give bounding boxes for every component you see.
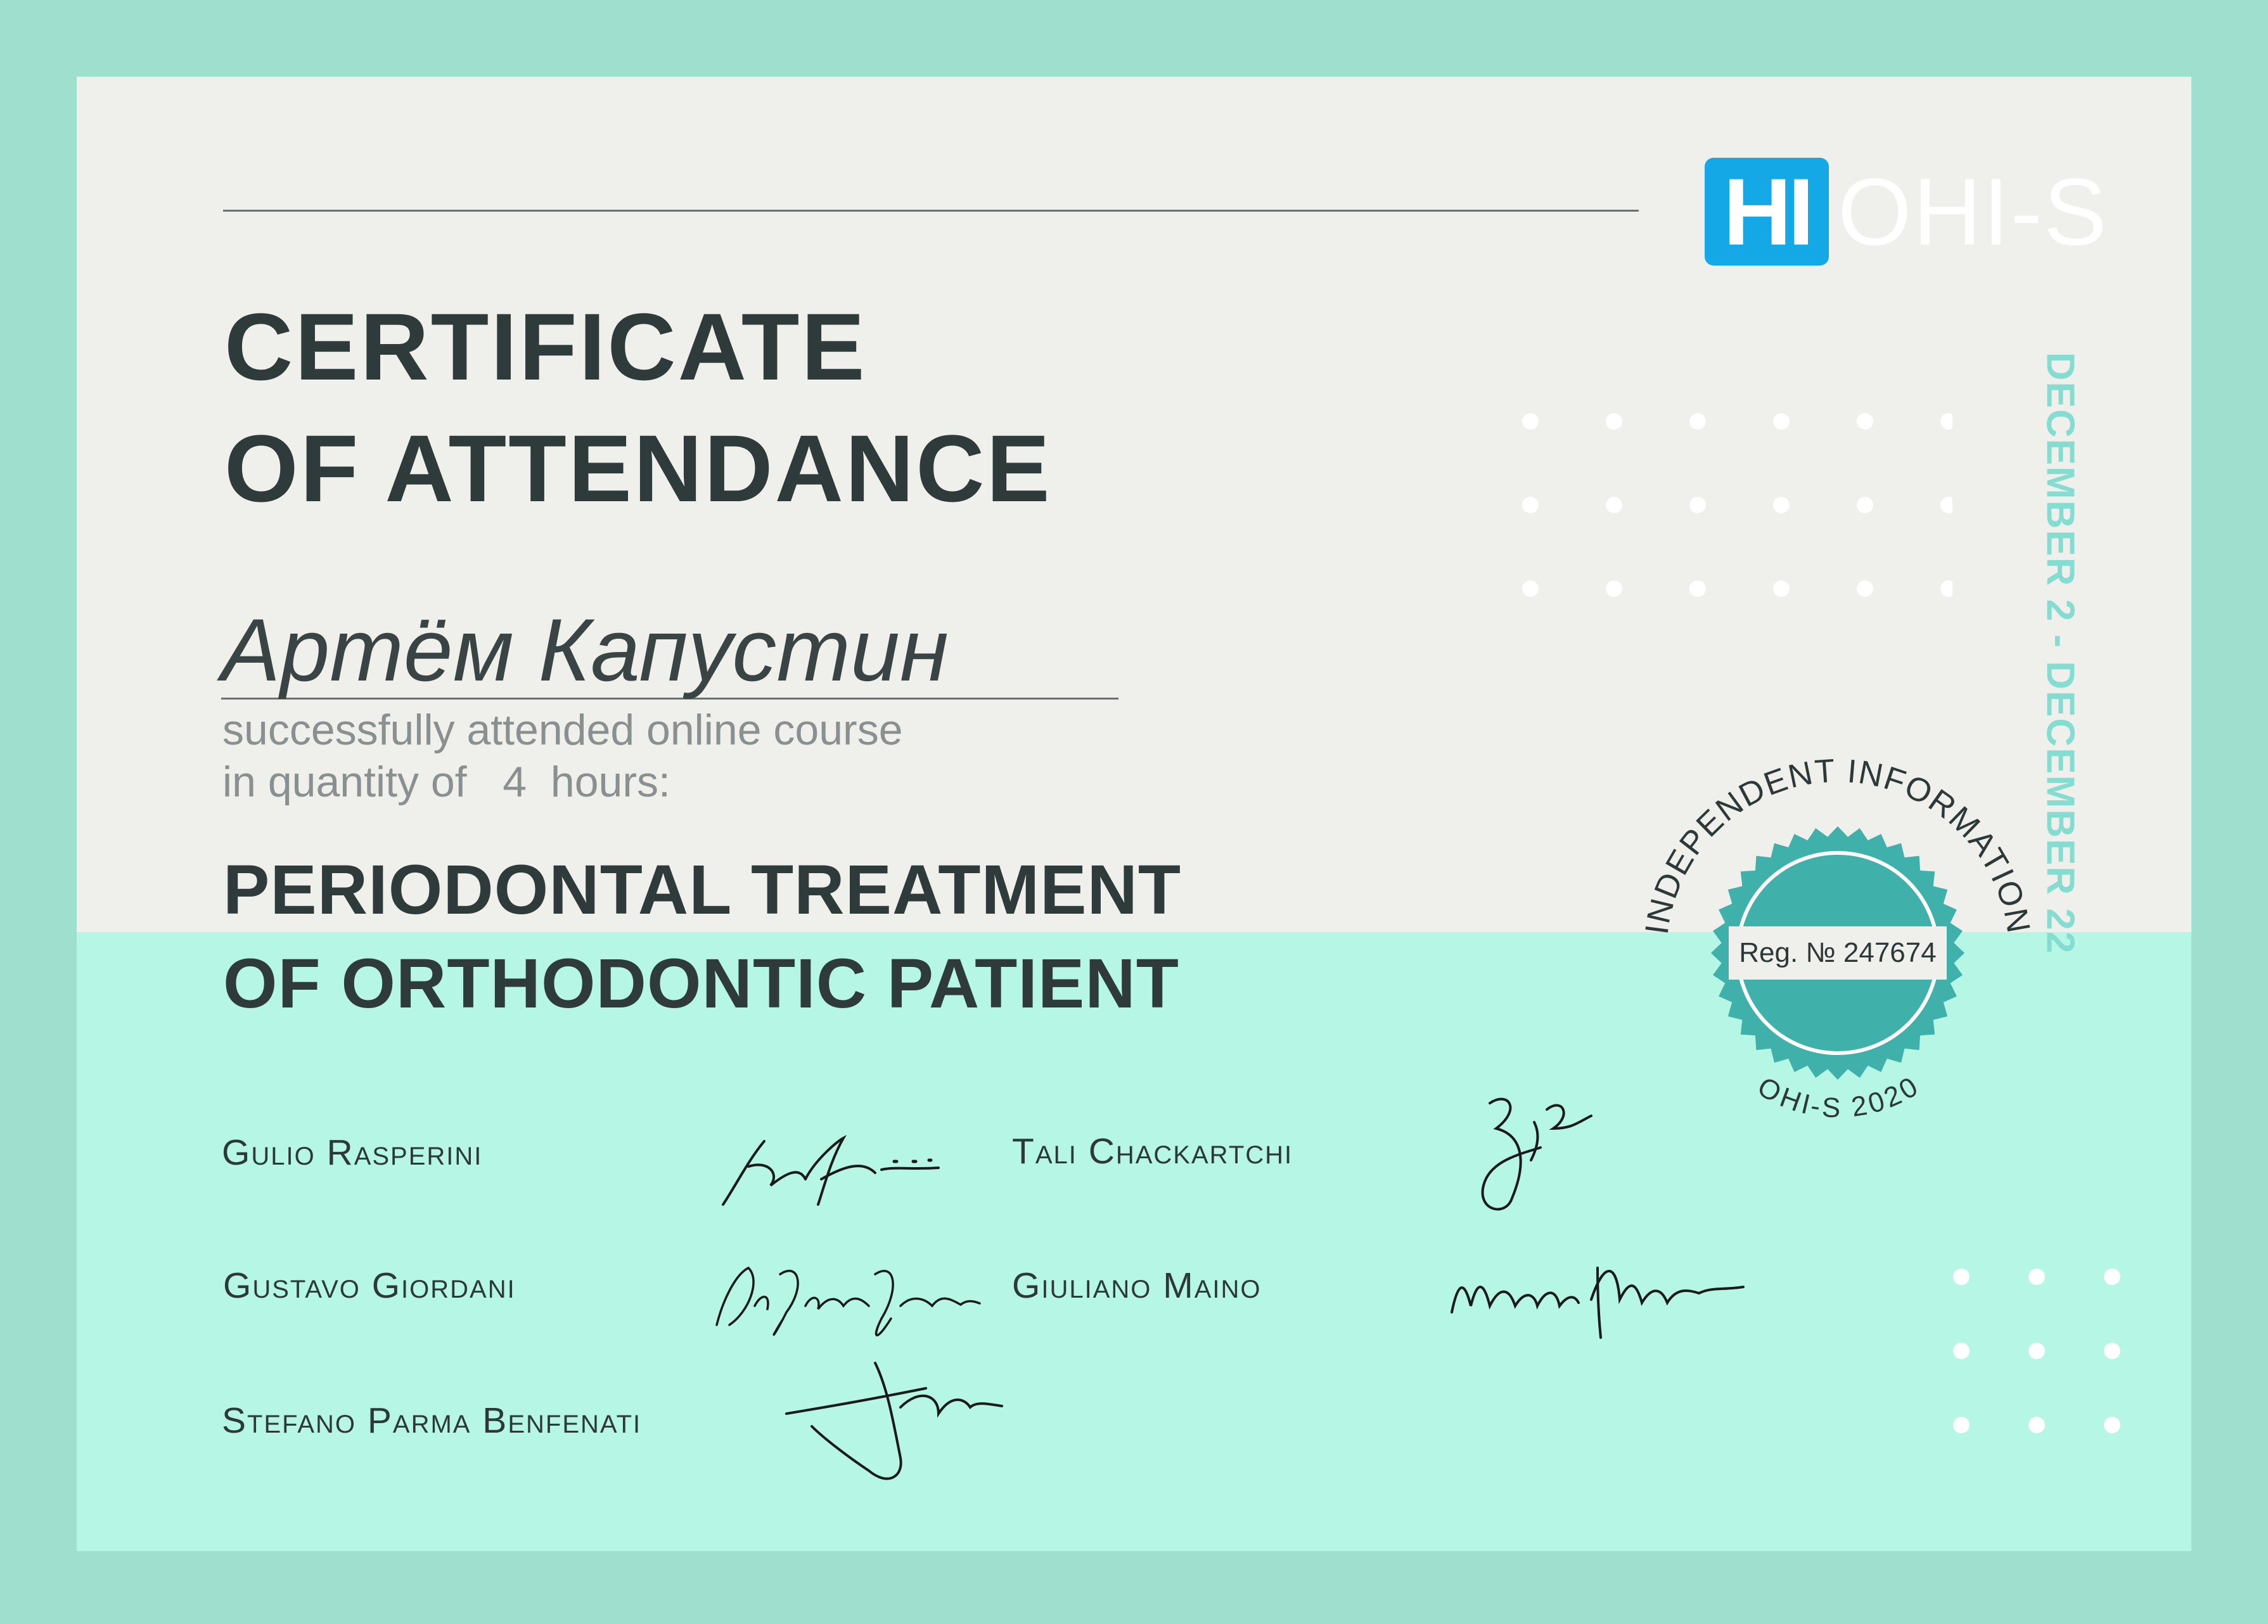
decor-dot (1606, 497, 1622, 513)
decor-dot (1689, 580, 1706, 597)
decor-dot (1606, 580, 1622, 597)
signatory-name: Tali Chackartchi (1012, 1131, 1293, 1172)
signatory-name: Gustavo Giordani (223, 1265, 516, 1306)
signatory-name: Stefano Parma Benfenati (222, 1400, 642, 1441)
decor-dot (1522, 580, 1539, 597)
decor-dot (1689, 497, 1706, 513)
certificate-card (77, 77, 2191, 1551)
signatory-name: Giuliano Maino (1012, 1265, 1262, 1306)
decor-dot (1857, 413, 1873, 430)
top-rule (223, 210, 1639, 212)
course-line-2: OF ORTHODONTIC PATIENT (223, 945, 1179, 1023)
course-dates-text: DECEMBER 2 - DECEMBER 22 (2038, 352, 2082, 955)
decor-dot (1953, 1269, 1970, 1285)
ohi-s-logo (1705, 158, 2191, 265)
decor-dot (1857, 497, 1873, 513)
hours-value: 4 (503, 758, 527, 806)
logo-wordmark: OHI-S (1838, 158, 2108, 265)
title-line-2: OF ATTENDANCE (224, 415, 1052, 521)
decor-dot (2028, 1417, 2045, 1433)
decor-dot (1953, 1417, 1970, 1433)
recipient-name: Артём Капустин (221, 603, 1118, 700)
dot-grid-top (1522, 412, 1952, 603)
signature-rasperini (710, 1116, 951, 1230)
decor-dot (1689, 413, 1706, 430)
decor-dot (1773, 413, 1790, 430)
hours-prefix: in quantity of (222, 758, 467, 806)
decor-dot (2104, 1343, 2120, 1359)
decor-dot (2104, 1417, 2120, 1433)
decor-dot (1606, 413, 1622, 430)
decor-dot (1522, 413, 1539, 430)
seal-bottom-text: OHI-S 2020 (1752, 1071, 1924, 1124)
course-line-1: PERIODONTAL TREATMENT (223, 851, 1182, 929)
decor-dot (1940, 580, 1952, 597)
signature-benfenati (774, 1350, 1040, 1496)
signature-chackartchi (1452, 1084, 1617, 1230)
signature-maino (1439, 1243, 1756, 1350)
decor-dot (1857, 580, 1873, 597)
certificate-title (224, 286, 1052, 529)
signature-giordani (710, 1249, 983, 1350)
attendance-line-1: successfully attended online course (222, 706, 903, 754)
decor-dot (2028, 1269, 2045, 1285)
decor-dot (1953, 1343, 1970, 1359)
seal-stamp (1621, 736, 2054, 1170)
decor-dot (2028, 1343, 2045, 1359)
course-title (223, 843, 1181, 1031)
decor-dot (2104, 1269, 2120, 1285)
logo-badge: HI (1705, 158, 1829, 265)
hours-suffix: hours: (550, 758, 670, 806)
attendance-statement (222, 704, 903, 808)
decor-dot (1773, 580, 1790, 597)
decor-dot (1940, 413, 1952, 430)
signatory-name: Gulio Rasperini (222, 1132, 483, 1173)
decor-dot (1522, 497, 1539, 513)
decor-dot (1940, 497, 1952, 513)
decor-dot (1773, 497, 1790, 513)
seal-reg-number: Reg. № 247674 (1739, 937, 1937, 968)
dot-grid-bottom (1952, 1268, 2155, 1452)
attendance-line-2 (222, 756, 903, 808)
title-line-1: CERTIFICATE (224, 293, 867, 400)
seal-top-text: INDEPENDENT INFORMATION (1638, 752, 2037, 937)
